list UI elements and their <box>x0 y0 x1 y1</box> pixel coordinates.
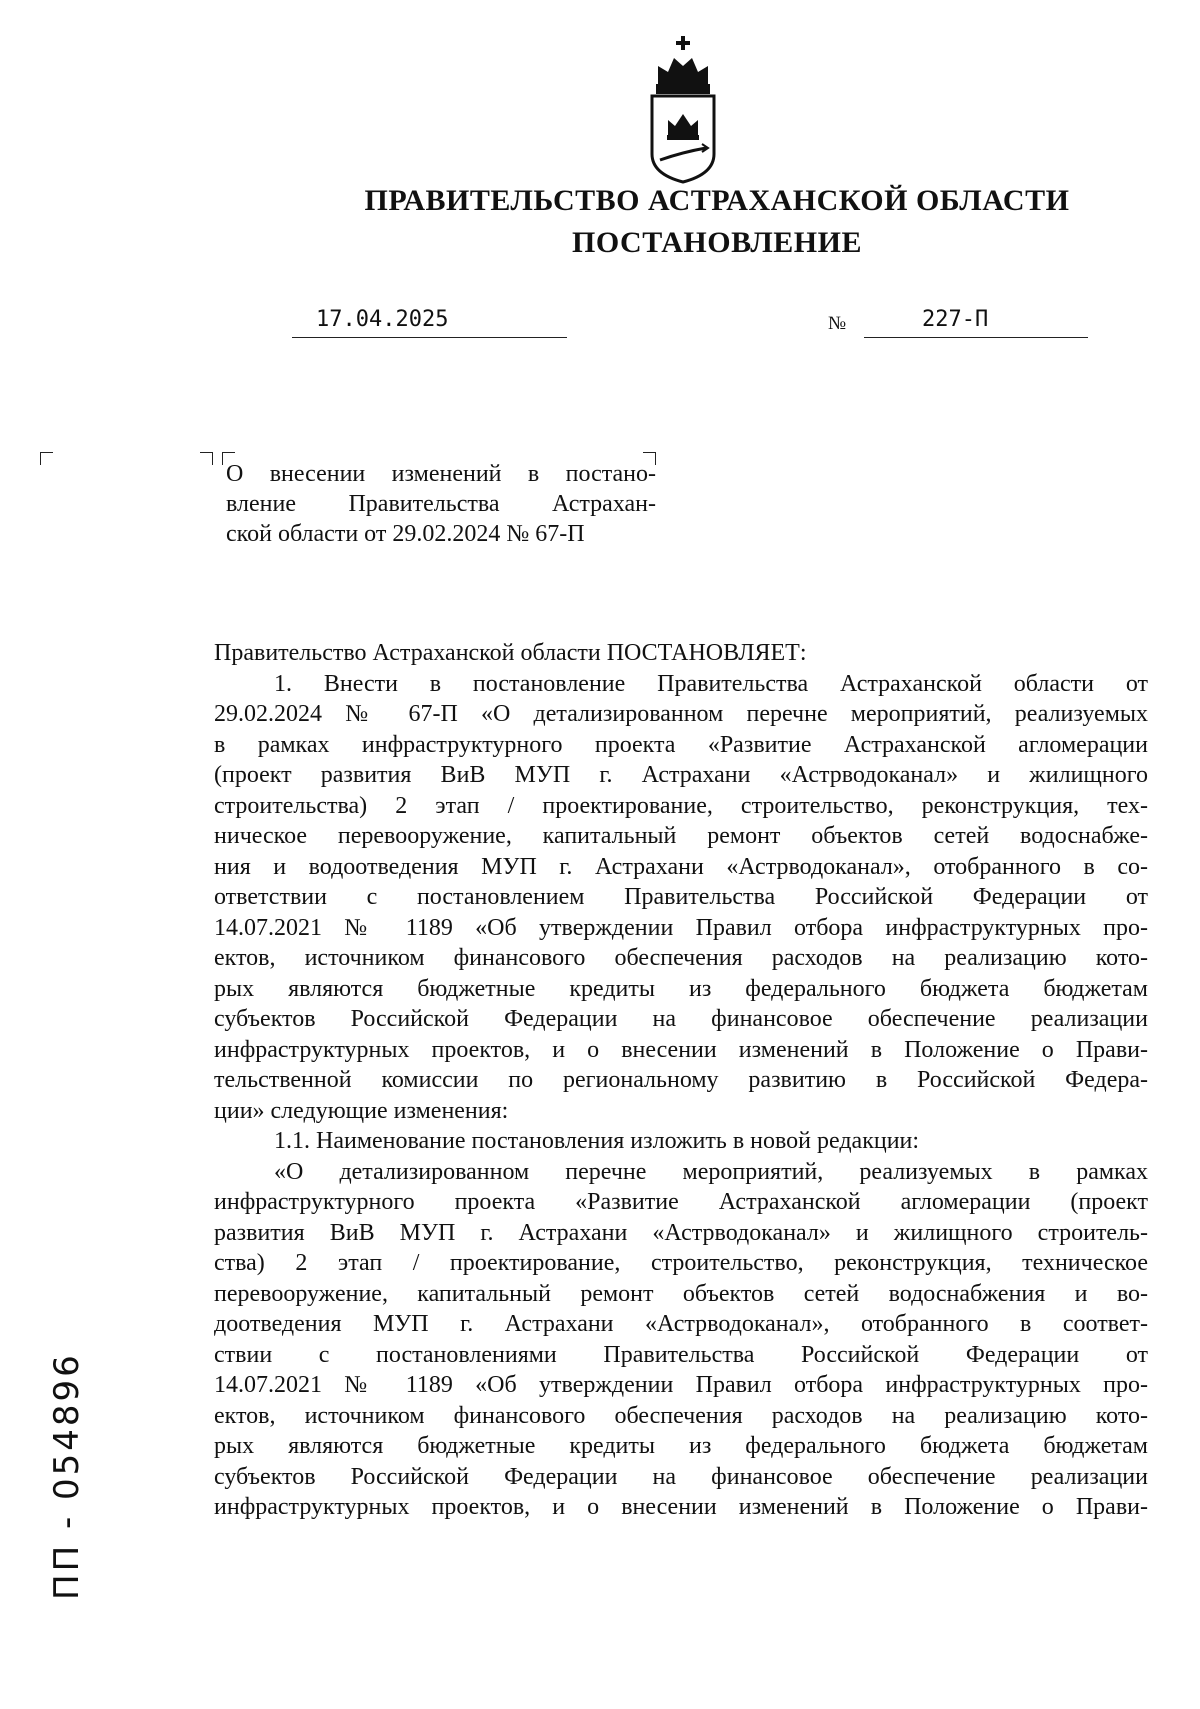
document-body <box>214 638 1148 1523</box>
body-line: ства) 2 этап / проектирование, строительство, реконструкция, техническое <box>214 1250 1148 1276</box>
body-line: инфраструктурных проектов, и о внесении изменений в Положение о Прави- <box>214 1494 1148 1520</box>
body-line: строительства) 2 этап / проектирование, строительство, реконструкция, тех- <box>214 792 1148 819</box>
body-line: «О детализированном перечне мероприятий, реализуемых в рамках <box>274 1158 1148 1185</box>
corner-mark <box>200 452 213 465</box>
body-line: ствии с постановлениями Правительства Российской Федерации от <box>214 1341 1148 1368</box>
body-line: субъектов Российской Федерации на финансовое обеспечение реализации <box>214 1463 1148 1490</box>
body-line: инфраструктурных проектов, и о внесении изменений в Положение о Прави- <box>214 1036 1148 1063</box>
document-type: ПОСТАНОВЛЕНИЕ <box>572 226 862 259</box>
body-line: 1.1. Наименование постановления изложить в новой редакции: <box>274 1128 920 1154</box>
number-sign: № <box>828 313 847 334</box>
body-line: ния и водоотведения МУП г. Астрахани «Астрводоканал», отобранного в со- <box>214 853 1148 880</box>
document-serial-number: ПП - 054896 <box>47 1352 87 1600</box>
body-line: развития ВиВ МУП г. Астрахани «Астрводоканал» и жилищного строитель- <box>214 1219 1148 1246</box>
body-line: ции» следующие изменения: <box>214 1097 509 1124</box>
body-line: 1. Внести в постановление Правительства Астраханской области от <box>274 670 1148 697</box>
body-line: доотведения МУП г. Астрахани «Астрводоканал», отобранного в соответ- <box>214 1311 1148 1337</box>
subject-line: О внесении изменений в постано- <box>226 461 656 487</box>
body-line: ническое перевооружение, капитальный ремонт объектов сетей водоснабже- <box>214 823 1148 849</box>
body-line: ектов, источником финансового обеспечения расходов на реализацию кото- <box>214 1402 1148 1429</box>
body-line: Правительство Астраханской области ПОСТАНОВЛЯЕТ: <box>214 640 807 666</box>
subject-line: ской области от 29.02.2024 № 67-П <box>226 521 585 547</box>
corner-mark <box>40 452 53 465</box>
government-name: ПРАВИТЕЛЬСТВО АСТРАХАНСКОЙ ОБЛАСТИ <box>364 184 1070 217</box>
subject-line: вление Правительства Астрахан- <box>226 491 656 517</box>
body-line: инфраструктурного проекта «Развитие Астраханской агломерации (проект <box>214 1189 1148 1215</box>
document-date: 17.04.2025 <box>292 306 567 338</box>
coat-of-arms-icon <box>644 36 722 186</box>
body-line: рых являются бюджетные кредиты из федерального бюджета бюджетам <box>214 1433 1148 1459</box>
body-line: 14.07.2021 № 1189 «Об утверждении Правил отбора инфраструктурных про- <box>214 1372 1148 1398</box>
body-line: ответствии с постановлением Правительства Российской Федерации от <box>214 884 1148 910</box>
document-subject <box>226 459 656 549</box>
body-line: тельственной комиссии по региональному развитию в Российской Федера- <box>214 1067 1148 1093</box>
body-line: 29.02.2024 № 67-П «О детализированном перечне мероприятий, реализуемых <box>214 701 1148 727</box>
body-line: субъектов Российской Федерации на финансовое обеспечение реализации <box>214 1006 1148 1032</box>
body-line: ектов, источником финансового обеспечения расходов на реализацию кото- <box>214 945 1148 971</box>
body-line: (проект развития ВиВ МУП г. Астрахани «Астрводоканал» и жилищного <box>214 762 1148 788</box>
document-number: 227-П <box>864 306 1088 338</box>
body-line: 14.07.2021 № 1189 «Об утверждении Правил отбора инфраструктурных про- <box>214 914 1148 941</box>
body-line: рых являются бюджетные кредиты из федерального бюджета бюджетам <box>214 975 1148 1002</box>
body-line: перевооружение, капитальный ремонт объектов сетей водоснабжения и во- <box>214 1280 1148 1307</box>
body-line: в рамках инфраструктурного проекта «Развитие Астраханской агломерации <box>214 731 1148 758</box>
